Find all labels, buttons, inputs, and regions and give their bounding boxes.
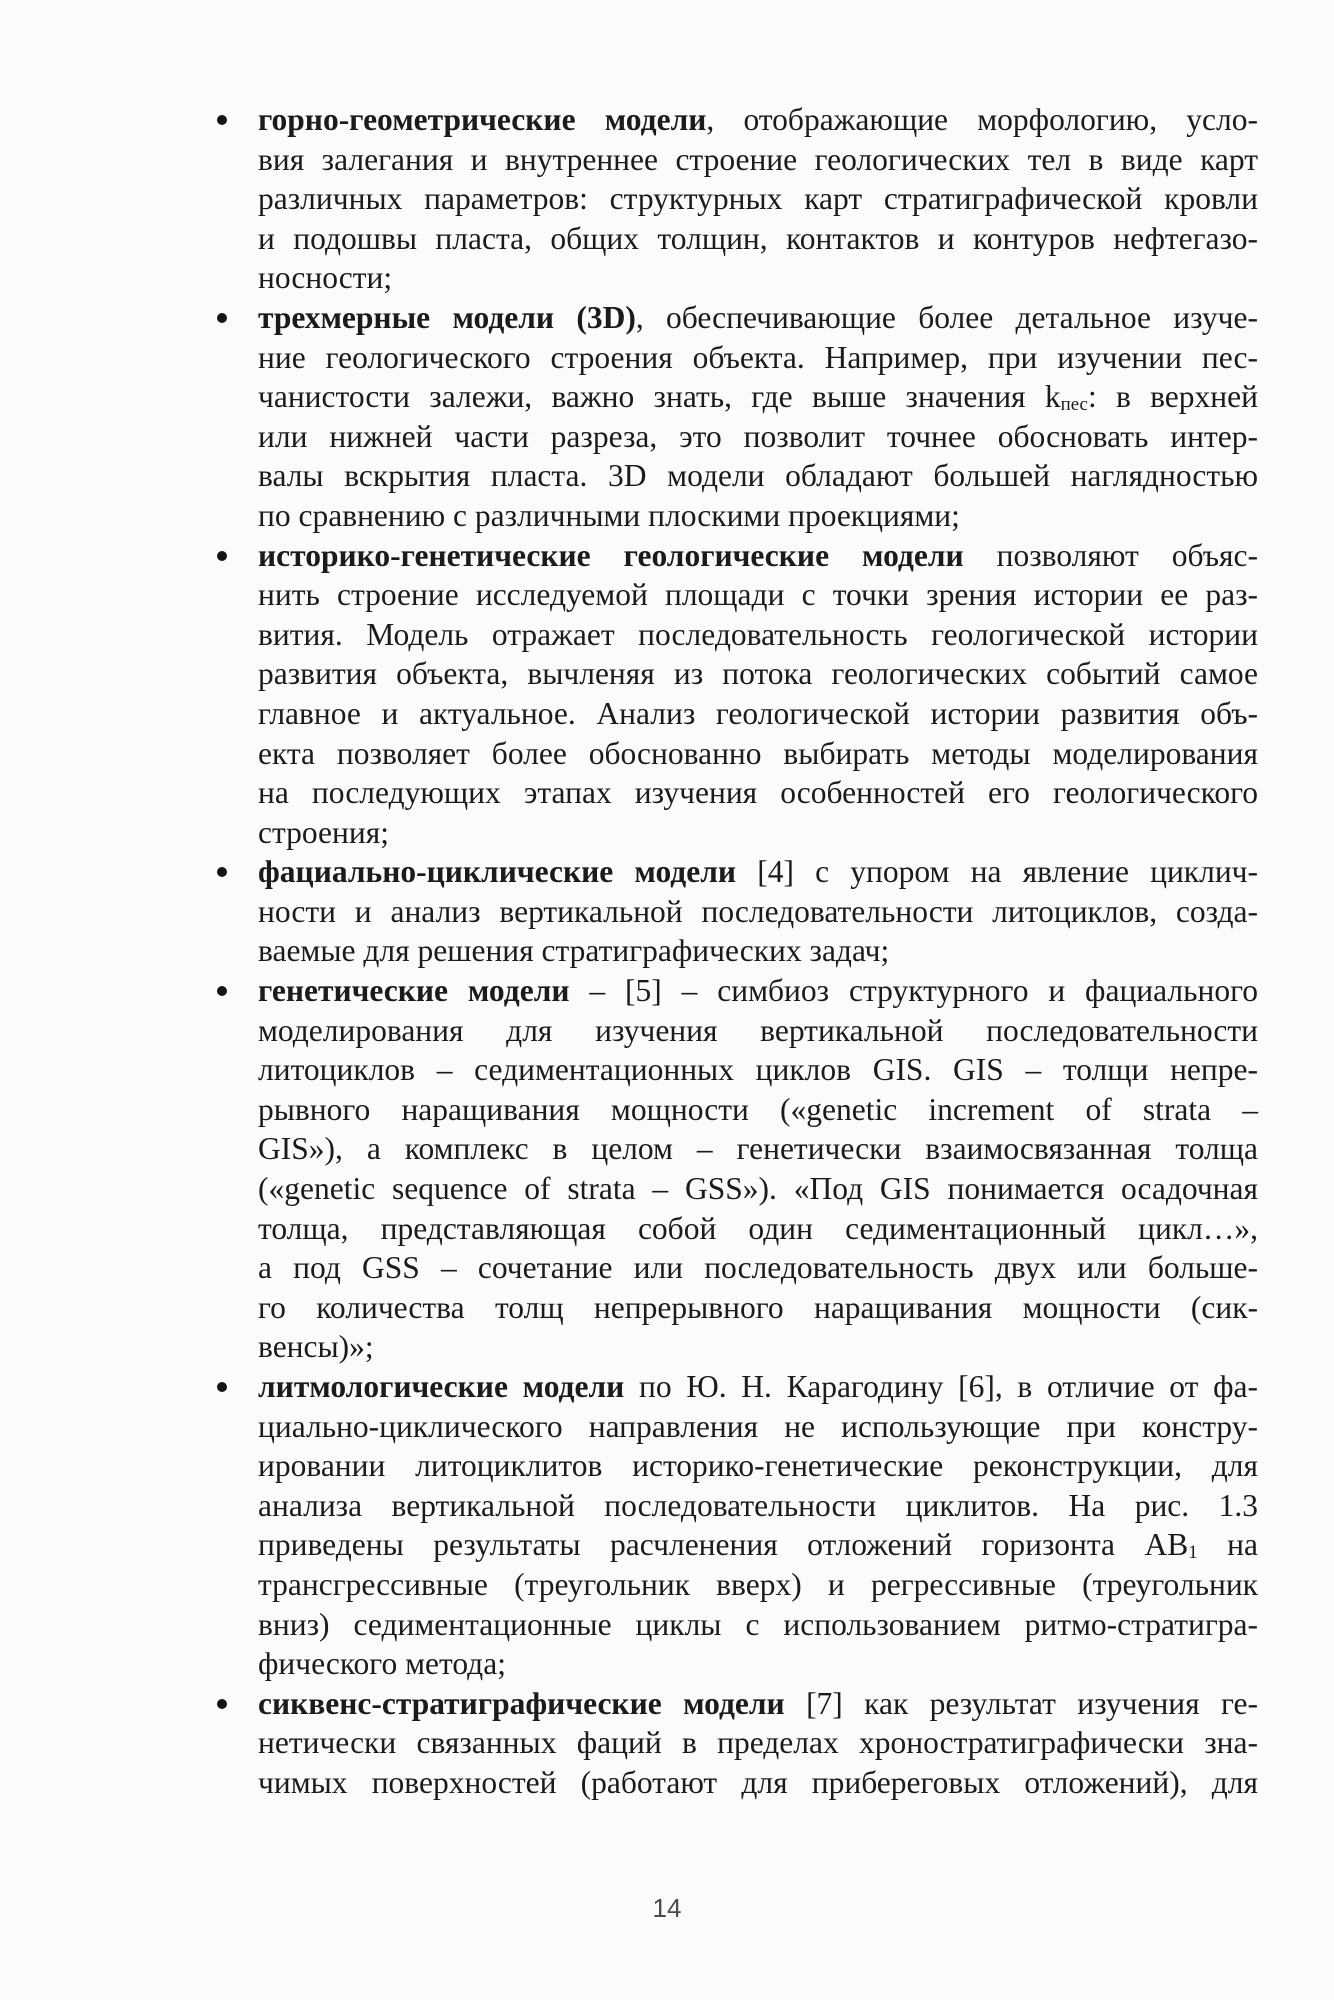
text-line (258, 298, 1258, 338)
text-line (258, 1129, 1258, 1169)
bullet-icon (217, 867, 227, 877)
text-line (258, 1050, 1258, 1090)
text-run: на (1197, 1527, 1258, 1563)
text-run: моделирования для изучения вертикальной последовательности (258, 1012, 1258, 1048)
text-run: толща, представляющая собой один седиментационный цикл…», (258, 1210, 1258, 1246)
page-number: 14 (652, 1893, 682, 1923)
bullet-icon (217, 1699, 227, 1709)
text-line (258, 140, 1258, 180)
subscript: 1 (1188, 1542, 1198, 1564)
text-line (258, 773, 1258, 813)
text-run: GIS»), а комплекс в целом – генетически взаимосвязанная толща (258, 1131, 1258, 1167)
text-run: екта позволяет более обоснованно выбирать методы моделирования (258, 735, 1258, 771)
text-line (258, 1288, 1258, 1328)
text-run: [7] как результат изучения ге- (784, 1685, 1258, 1721)
text-run: , обеспечивающие более детальное изуче- (635, 299, 1258, 335)
bullet-icon (217, 551, 227, 561)
bullet-icon (217, 313, 227, 323)
list-item (258, 852, 1258, 971)
text-run: фического метода; (258, 1646, 506, 1682)
text-line (258, 377, 1258, 417)
text-run: развития объекта, вычленяя из потока геологических событий самое (258, 656, 1258, 692)
text-line (258, 1367, 1258, 1407)
text-line (258, 536, 1258, 576)
list-item (258, 298, 1258, 536)
text-run: строения; (258, 814, 389, 850)
text-run: позволяют объяс- (963, 537, 1258, 573)
text-run: главное и актуальное. Анализ геологической истории развития объ- (258, 695, 1258, 731)
text-line (258, 1605, 1258, 1645)
text-run: : в верхней (1087, 379, 1258, 415)
text-run: рывного наращивания мощности («genetic increment of strata – (258, 1091, 1258, 1127)
text-run: вития. Модель отражает последовательность геологической истории (258, 616, 1258, 652)
text-run: ировании литоциклитов историко-генетические реконструкции, для (258, 1448, 1258, 1484)
text-run: на последующих этапах изучения особенностей его геологического (258, 775, 1258, 811)
text-line (258, 179, 1258, 219)
text-line (258, 456, 1258, 496)
list-item (258, 100, 1258, 298)
text-line (258, 1327, 1258, 1367)
list-item (258, 971, 1258, 1367)
text-line (258, 931, 1258, 971)
text-run: нетически связанных фаций в пределах хроностратиграфически зна- (258, 1725, 1258, 1761)
text-line (258, 1407, 1258, 1447)
list-item (258, 536, 1258, 853)
text-line (258, 1011, 1258, 1051)
text-line (258, 1486, 1258, 1526)
text-line (258, 219, 1258, 259)
bold-term: историко-генетические геологические модели (258, 537, 964, 573)
text-run: го количества толщ непрерывного наращивания мощности (сик- (258, 1289, 1258, 1325)
text-line (258, 496, 1258, 536)
text-run: чимых поверхностей (работают для прибереговых отложений), для (258, 1764, 1258, 1800)
list-item (258, 1367, 1258, 1684)
text-line (258, 1644, 1258, 1684)
text-run: , отображающие морфологию, усло- (706, 102, 1258, 137)
text-run: вия залегания и внутреннее строение геологических тел в виде карт (258, 141, 1258, 177)
text-line (258, 892, 1258, 932)
bold-term: трехмерные модели (3D) (258, 299, 636, 335)
text-line (258, 813, 1258, 853)
bullet-icon (217, 986, 227, 996)
bold-term: фациально-циклические модели (258, 854, 737, 890)
text-line (258, 852, 1258, 892)
text-run: по сравнению с различными плоскими проекциями; (258, 497, 960, 533)
text-line (258, 734, 1258, 774)
text-line (258, 971, 1258, 1011)
text-run: ности и анализ вертикальной последовательности литоциклов, созда- (258, 893, 1258, 929)
text-run: по Ю. Н. Карагодину [6], в отличие от фа- (624, 1369, 1259, 1404)
text-line (258, 100, 1258, 140)
text-line (258, 615, 1258, 655)
text-run: анализа вертикальной последовательности циклитов. На рис. 1.3 (258, 1487, 1258, 1523)
text-run: приведены результаты расчленения отложений горизонта AB (258, 1527, 1189, 1563)
text-line (258, 1169, 1258, 1209)
bold-term: литмологические модели (258, 1369, 625, 1404)
text-run: различных параметров: структурных карт стратиграфической кровли (258, 181, 1258, 217)
text-line (258, 1763, 1258, 1803)
list-item (258, 1684, 1258, 1803)
text-line (258, 1446, 1258, 1486)
text-line (258, 338, 1258, 378)
text-line (258, 1090, 1258, 1130)
text-line (258, 1565, 1258, 1605)
text-run: чанистости залежи, важно знать, где выше значения k (258, 379, 1061, 415)
text-run: ние геологического строения объекта. Например, при изучении пес- (258, 339, 1258, 375)
text-run: циально-циклического направления не использующие при констру- (258, 1408, 1258, 1444)
text-line (258, 258, 1258, 298)
text-line (258, 1209, 1258, 1249)
text-run: литоциклов – седиментационных циклов GIS. GIS – толщи непре- (258, 1052, 1258, 1088)
text-run: венсы)»; (258, 1329, 374, 1365)
subscript: пес (1060, 394, 1088, 416)
text-run: ваемые для решения стратиграфических задач; (258, 933, 890, 969)
text-run: вниз) седиментационные циклы с использованием ритмо-стратигра- (258, 1606, 1258, 1642)
text-line (258, 1525, 1258, 1565)
text-run: валы вскрытия пласта. 3D модели обладают большей наглядностью (258, 458, 1258, 494)
text-line (258, 694, 1258, 734)
bold-term: сиквенс-стратиграфические модели (258, 1685, 785, 1721)
text-run: трансгрессивные (треугольник вверх) и регрессивные (треугольник (258, 1566, 1258, 1602)
bullet-icon (217, 1382, 227, 1392)
text-line (258, 575, 1258, 615)
text-run: – [5] – симбиоз структурного и фациального (569, 973, 1258, 1009)
bold-term: генетические модели (258, 973, 570, 1009)
text-line (258, 1248, 1258, 1288)
text-line (258, 1684, 1258, 1724)
text-run: или нижней части разреза, это позволит точнее обосновать интер- (258, 418, 1258, 454)
text-run: носности; (258, 260, 393, 296)
text-run: и подошвы пласта, общих толщин, контактов и контуров нефтегазо- (258, 220, 1258, 256)
text-run: нить строение исследуемой площади с точки зрения истории ее раз- (258, 577, 1258, 613)
text-line (258, 1723, 1258, 1763)
bulleted-list (258, 100, 1258, 1803)
text-line (258, 654, 1258, 694)
text-run: («genetic sequence of strata – GSS»). «Под GIS понимается осадочная (258, 1171, 1258, 1207)
bold-term: горно-геометрические модели (258, 102, 707, 137)
bullet-icon (217, 115, 227, 125)
text-line (258, 417, 1258, 457)
text-run: [4] с упором на явление циклич- (736, 854, 1259, 890)
text-run: а под GSS – сочетание или последовательность двух или больше- (258, 1250, 1258, 1286)
